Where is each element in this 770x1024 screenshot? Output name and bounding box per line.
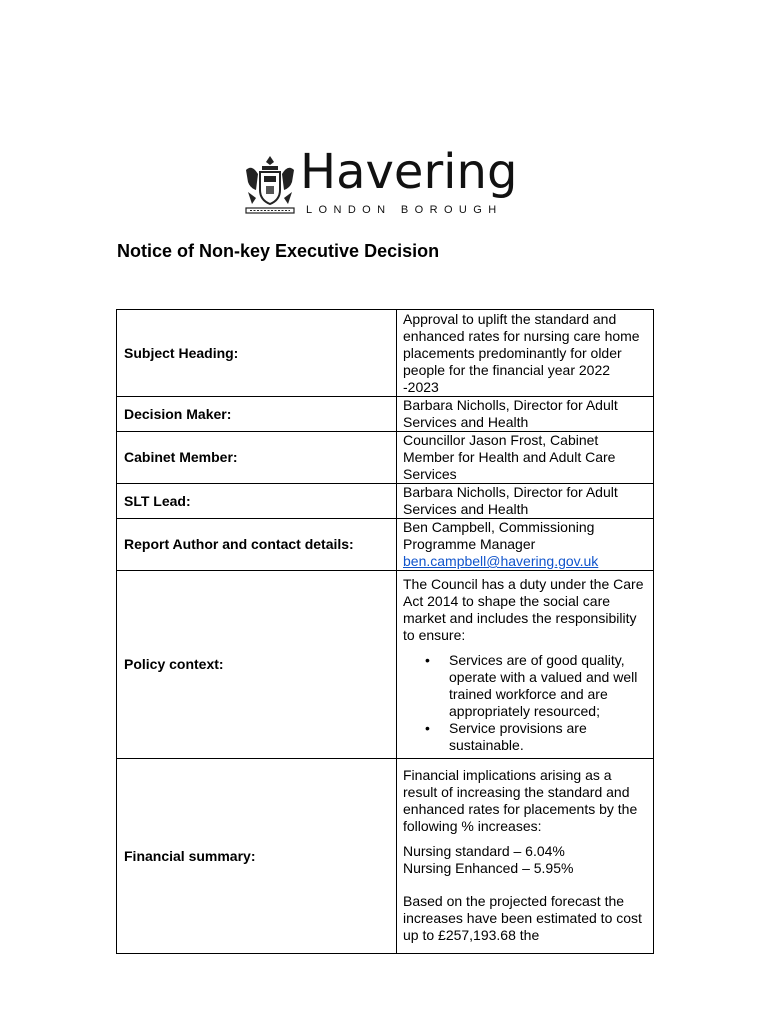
decision-maker-label: Decision Maker: xyxy=(117,397,397,432)
policy-bullet-text: Services are of good quality, operate with a valued and well trained workforce and are appropriately resourced; xyxy=(449,652,638,719)
coat-of-arms-icon xyxy=(242,152,298,216)
bullet-icon: • xyxy=(425,652,430,668)
logo-wordmark: Havering xyxy=(300,144,518,200)
decision-maker-value: Barbara Nicholls, Director for Adult Services and Health xyxy=(397,397,654,432)
logo-subtitle: LONDON BOROUGH xyxy=(306,204,503,216)
slt-lead-label: SLT Lead: xyxy=(117,484,397,519)
decision-table xyxy=(116,309,654,954)
financial-summary-label: Financial summary: xyxy=(117,759,397,954)
table-row xyxy=(117,397,654,432)
slt-lead-value: Barbara Nicholls, Director for Adult Services and Health xyxy=(397,484,654,519)
havering-logo xyxy=(242,144,522,220)
cabinet-member-label: Cabinet Member: xyxy=(117,432,397,484)
report-author-label: Report Author and contact details: xyxy=(117,519,397,571)
financial-summary-cell xyxy=(397,759,654,954)
list-item xyxy=(425,720,647,754)
nursing-enhanced-rate: Nursing Enhanced – 5.95% xyxy=(403,860,574,876)
document-title: Notice of Non-key Executive Decision xyxy=(117,241,440,261)
table-row xyxy=(117,759,654,954)
subject-heading-label: Subject Heading: xyxy=(117,310,397,397)
table-row xyxy=(117,571,654,759)
table-row xyxy=(117,432,654,484)
table-row xyxy=(117,484,654,519)
policy-context-intro: The Council has a duty under the Care Act 2014 to shape the social care market and includes the responsibility to ensure: xyxy=(403,576,644,643)
table-row xyxy=(117,310,654,397)
policy-bullet-list xyxy=(403,652,647,754)
subject-heading-value: Approval to uplift the standard and enhanced rates for nursing care home placements predominantly for older people for the financial year 2022 -2023 xyxy=(397,310,654,397)
list-item xyxy=(425,652,647,720)
financial-summary-intro: Financial implications arising as a result of increasing the standard and enhanced rates for placements by the following % increases: xyxy=(403,767,638,834)
bullet-icon: • xyxy=(425,720,430,736)
policy-bullet-text: Service provisions are sustainable. xyxy=(449,720,587,753)
cabinet-member-value: Councillor Jason Frost, Cabinet Member for Health and Adult Care Services xyxy=(397,432,654,484)
author-email-link[interactable]: ben.campbell@havering.gov.uk xyxy=(403,553,599,569)
nursing-standard-rate: Nursing standard – 6.04% xyxy=(403,843,565,859)
policy-context-cell xyxy=(397,571,654,759)
policy-context-label: Policy context: xyxy=(117,571,397,759)
report-author-cell xyxy=(397,519,654,571)
financial-forecast: Based on the projected forecast the increases have been estimated to cost up to £257,193.68 the xyxy=(403,893,642,943)
table-row xyxy=(117,519,654,571)
report-author-value: Ben Campbell, Commissioning Programme Manager xyxy=(403,519,595,552)
